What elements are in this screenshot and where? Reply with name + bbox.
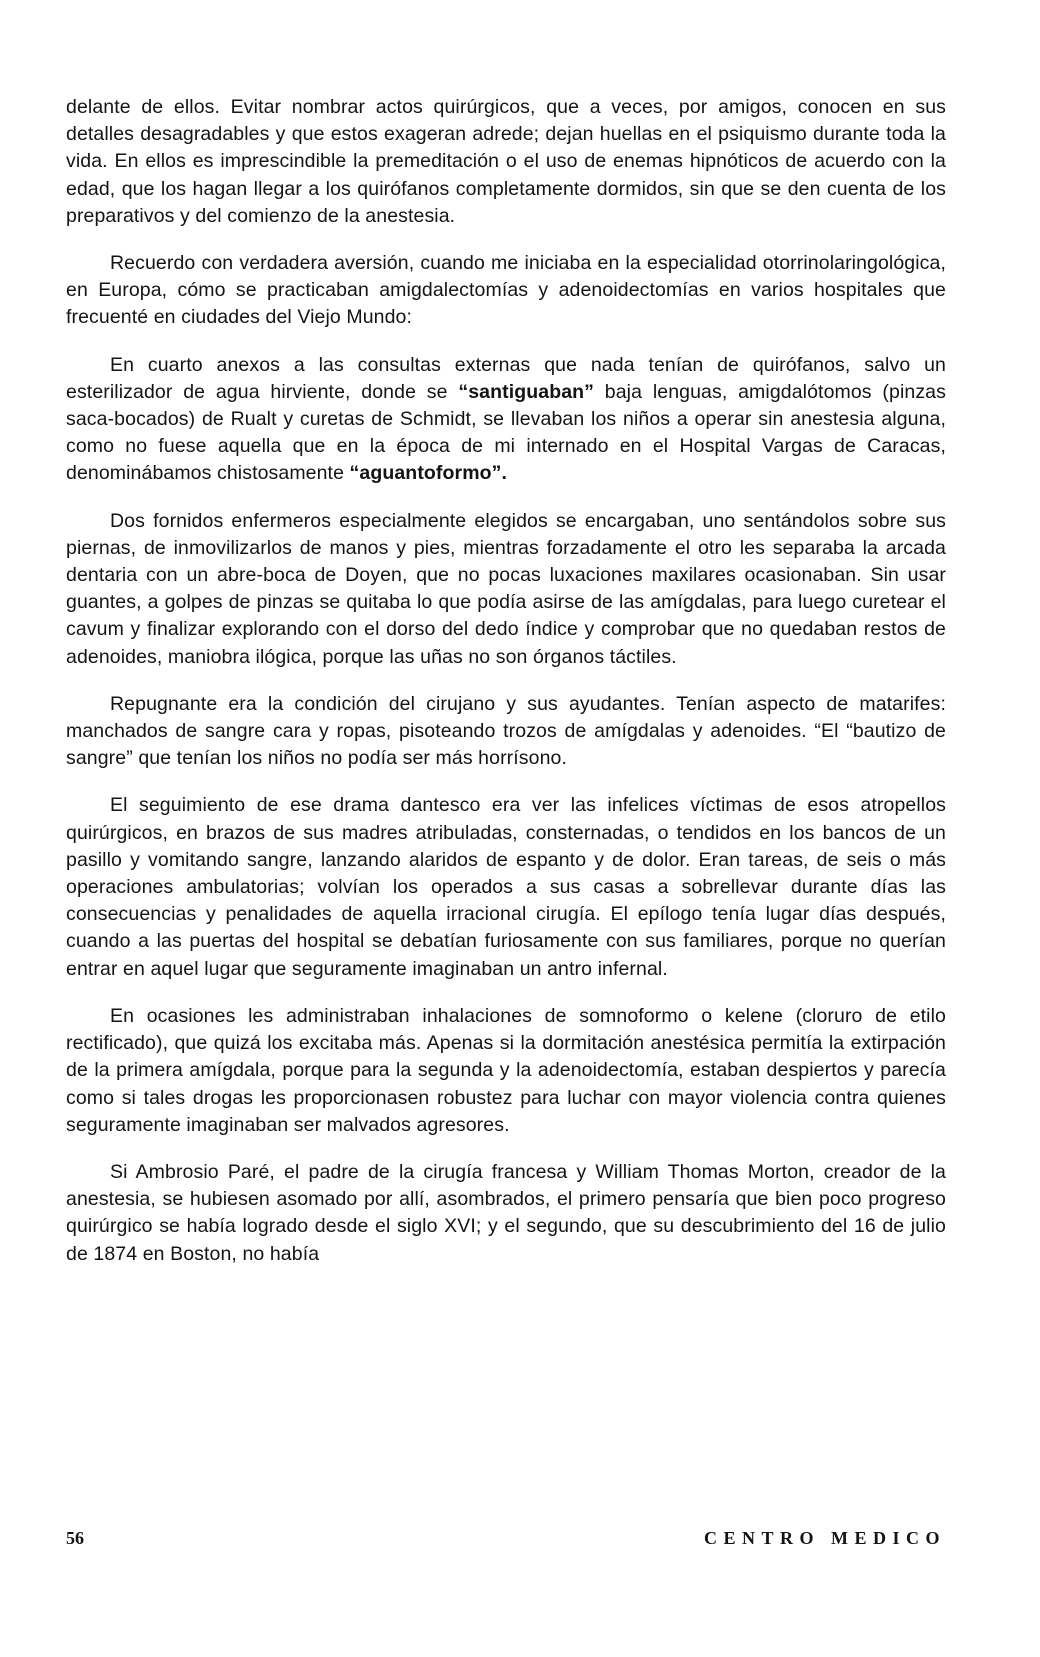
paragraph-text: Recuerdo con verdadera aversión, cuando me iniciaba en la especialidad otorrinolaringológica, en Europa, cómo se practicaban amigdalectomías y adenoidectomías en varios hospitales que frecuenté en ciudades del Viejo Mundo: [66,252,946,329]
paragraph [66,250,946,332]
paragraph [66,94,946,230]
paragraph-text: baja lenguas, amigdalótomos (pinzas saca-bocados) de Rualt y curetas de Schmidt, se llevaban los niños a operar sin anestesia alguna, como no fuese aquella que en la época de mi internado en el Hospital Vargas de Caracas, denominábamos chistosamente [66,380,946,485]
page-number: 56 [66,1528,84,1548]
paragraph [66,508,946,671]
paragraph [66,352,946,488]
bold-term-santiguaban: “santiguaban” [458,380,595,403]
page-footer [66,1528,946,1558]
paragraph-text: En cuarto anexos a las consultas externas que nada tenían de quirófanos, salvo un esterilizador de agua hirviente, donde se [66,353,946,403]
paragraph-text: En ocasiones les administraban inhalaciones de somnoformo o kelene (cloruro de etilo rectificado), que quizá los excitaba más. Apenas si la dormitación anestésica permitía la extirpación de la primera amígdala, porque para la segunda y la adenoidectomía, estaban despiertos y parecía como si tales drogas les proporcionasen robustez para luchar con mayor violencia contra quienes seguramente imaginaban ser malvados agresores. [66,1004,946,1136]
running-title: CENTRO MEDICO [703,1528,946,1548]
paragraph-text: Dos fornidos enfermeros especialmente elegidos se encargaban, uno sentándolos sobre sus piernas, de inmovilizarlos de manos y pies, mientras forzadamente el otro les separaba la arcada dentaria con un abre-boca de Doyen, que no pocas luxaciones maxilares ocasionaban. Sin usar guantes, a golpes de pinzas se quitaba lo que podía asirse de las amígdalas, para luego curetear el cavum y finalizar explorando con el dorso del dedo índice y comprobar que no quedaban restos de adenoides, maniobra ilógica, porque las uñas no son órganos táctiles. [66,509,946,668]
paragraph-text: El seguimiento de ese drama dantesco era ver las infelices víctimas de esos atropellos quirúrgicos, en brazos de sus madres atribuladas, consternadas, o tendidos en los bancos de un pasillo y vomitando sangre, lanzando alaridos de espanto y de dolor. Eran tareas, de seis o más operaciones ambulatorias; volvían los operados a sus casas a sobrellevar durante días las consecuencias y penalidades de aquella irracional cirugía. El epílogo tenía lugar días después, cuando a las puertas del hospital se debatían furiosamente con sus familiares, porque no querían entrar en aquel lugar que seguramente imaginaban un antro infernal. [66,794,946,980]
paragraph-text: Si Ambrosio Paré, el padre de la cirugía francesa y William Thomas Morton, creador de la anestesia, se hubiesen asomado por allí, asombrados, el primero pensaría que bien poco progreso quirúrgico se había logrado desde el siglo XVI; y el segundo, que su descubrimiento del 16 de julio de 1874 en Boston, no había [66,1160,946,1265]
paragraph [66,1159,946,1268]
article-body [66,94,946,1268]
paragraph-text: delante de ellos. Evitar nombrar actos quirúrgicos, que a veces, por amigos, conocen en sus detalles desagradables y que estos exageran adrede; dejan huellas en el psiquismo durante toda la vida. En ellos es imprescindible la premeditación o el uso de enemas hipnóticos de acuerdo con la edad, que los hagan llegar a los quirófanos completamente dormidos, sin que se den cuenta de los preparativos y del comienzo de la anestesia. [66,96,946,227]
paragraph [66,1003,946,1139]
paragraph [66,691,946,773]
paragraph-text: Repugnante era la condición del cirujano y sus ayudantes. Tenían aspecto de matarifes: manchados de sangre cara y ropas, pisoteando trozos de amígdalas y adenoides. “El “bautizo de sangre” que tenían los niños no podía ser más horrísono. [66,692,946,770]
bold-term-aguantoformo: “aguantoformo”. [349,462,508,485]
paragraph [66,792,946,982]
